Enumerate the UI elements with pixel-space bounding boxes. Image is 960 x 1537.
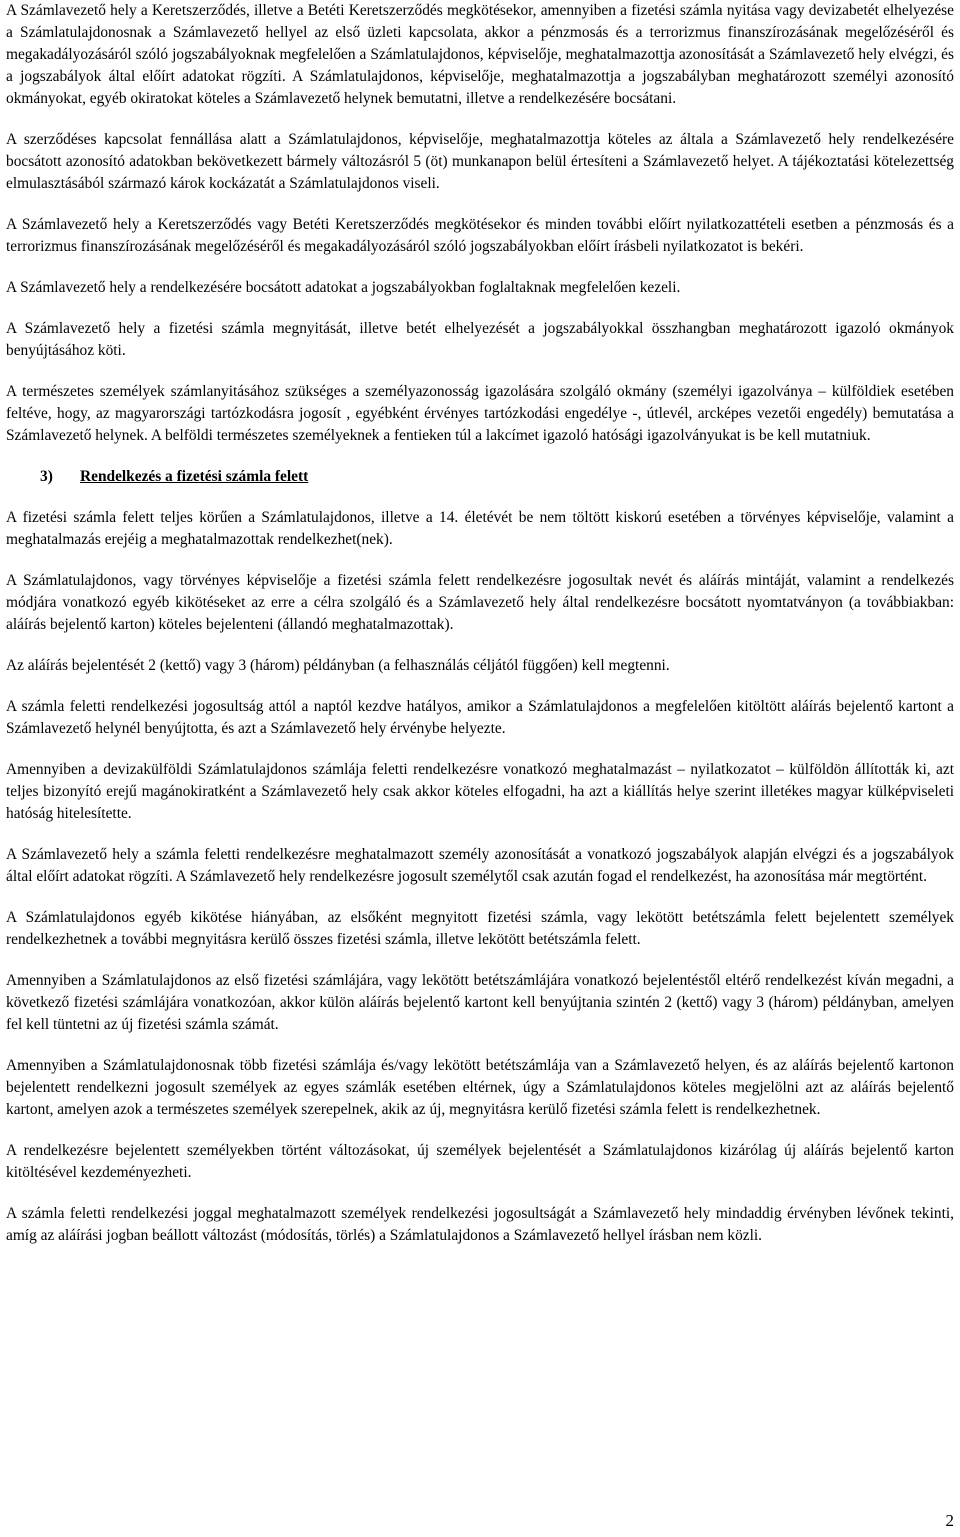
section-number: 3) bbox=[40, 468, 53, 485]
page-number: 2 bbox=[945, 1511, 954, 1530]
paragraph-multiple-accounts: Amennyiben a Számlatulajdonosnak több fizetési számlája és/vagy lekötött betétszámlája van a Számlavezető helyen, és az aláírás bejelentő kartonon bejelentett rendelkezni jogosult személyek az egyes számlák esetében eltérnek, úgy a Számlatulajdonos köteles megjelölni azt az aláírás bejelentő kartont, amelyen azok a természetes személyek szerepelnek, akik az új, megnyitásra kerülő fizetési számla felett is rendelkezhetnek. bbox=[6, 1057, 954, 1118]
paragraph-validity-until-notice: A számla feletti rendelkezési joggal meghatalmazott személyek rendelkezési jogosultságát a Számlavezető hely mindaddig érvényben lévőnek tekinti, amíg az aláírási jogban beállott változást (módosítás, törlés) a Számlatulajdonos a Számlavezető hellyel írásban nem közli. bbox=[6, 1205, 954, 1244]
document-page bbox=[6, 0, 954, 1537]
paragraph-authorized-person-identification: A Számlavezető hely a számla feletti rendelkezésre meghatalmazott személy azonosítását a vonatkozó jogszabályok alapján elvégzi és a jogszabályok által előírt adatokat rögzíti. A Számlavezető hely rendelkezésre jogosult személytől csak azután fogad el rendelkezést, ha azonosítása már megtörtént. bbox=[6, 846, 954, 885]
paragraph-foreign-authorization: Amennyiben a devizakülföldi Számlatulajdonos számlája feletti rendelkezésre vonatkozó meghatalmazást – nyilatkozatot – külföldön állították ki, azt teljes bizonyító erejű magánokiratként a Számlavezető hely csak akkor köteles elfogadni, ha azt a kiállítás helye szerint illetékes magyar külképviseleti hatóság hitelesítette. bbox=[6, 761, 954, 822]
paragraph-rights-effective-date: A számla feletti rendelkezési jogosultság attól a naptól kezdve hatályos, amikor a Számlatulajdonos a megfelelően kitöltött aláírás bejelentő kartont a Számlavezető helynél benyújtotta, és azt a Számlavezető hely érvénybe helyezte. bbox=[6, 698, 954, 737]
section-title: Rendelkezés a fizetési számla felett bbox=[80, 468, 309, 485]
paragraph-signature-copies: Az aláírás bejelentését 2 (kettő) vagy 3 (három) példányban (a felhasználás céljától függően) kell megtenni. bbox=[6, 657, 670, 674]
paragraph-data-change-notification: A szerződéses kapcsolat fennállása alatt a Számlatulajdonos, képviselője, meghatalmazottja köteles az általa a Számlavezető hely rendelkezésére bocsátott azonosító adatokban bekövetkezett bármely változásról 5 (öt) munkanapon belül értesíteni a Számlavezető helyet. A tájékoztatási kötelezettség elmulasztásából származó károk kockázatát a Számlatulajdonos viseli. bbox=[6, 131, 954, 192]
paragraph-account-opening-identification: A Számlavezető hely a Keretszerződés, illetve a Betéti Keretszerződés megkötésekor, amennyiben a fizetési számla nyitása vagy devizabetét elhelyezése a Számlatulajdonosnak a Számlavezető hellyel az első üzleti kapcsolata, akkor a pénzmosás és a terrorizmus finanszírozásának megelőzéséről és megakadályozásáról szóló jogszabályoknak megfelelően a Számlatulajdonos, képviselője, meghatalmazottja azonosítását a Számlavezető hely elvégzi, és a jogszabályok által előírt adatokat rögzíti. A Számlatulajdonos, képviselője, meghatalmazottja a jogszabályban meghatározott személyi azonosító okmányokat, egyéb okiratokat köteles a Számlavezető helynek bemutatni, illetve a rendelkezésére bocsátani. bbox=[6, 2, 954, 107]
paragraph-signature-card: A Számlatulajdonos, vagy törvényes képviselője a fizetési számla felett rendelkezésre jogosultak nevét és aláírás mintáját, valamint a rendelkezés módjára vonatkozó egyéb kikötéseket az erre a célra szolgáló és a Számlavezető hely által rendelkezésre bocsátott nyomtatványon (a továbbiakban: aláírás bejelentő karton) köteles bejelenteni (állandó meghatalmazottak). bbox=[6, 572, 954, 633]
paragraph-disposal-rights: A fizetési számla felett teljes körűen a Számlatulajdonos, illetve a 14. életévét be nem töltött kiskorú esetében a törvényes képviselője, valamint a meghatalmazás erejéig a meghatalmazottak rendelkezhet(nek). bbox=[6, 509, 954, 548]
paragraph-different-authorization: Amennyiben a Számlatulajdonos az első fizetési számlájára, vagy lekötött betétszámlájára vonatkozó bejelentéstől eltérő rendelkezést kíván megadni, a következő fizetési számlájára vonatkozóan, akkor külön aláírás bejelentő kartont kell benyújtania szintén 2 (kettő) vagy 3 (három) példányban, amelyen fel kell tüntetni az új fizetési számla számát. bbox=[6, 972, 954, 1033]
section-heading bbox=[40, 466, 954, 488]
paragraph-changes-new-card: A rendelkezésre bejelentett személyekben történt változásokat, új személyek bejelentését a Számlatulajdonos kizárólag új aláírás bejelentő karton kitöltésével kezdeményezheti. bbox=[6, 1142, 954, 1181]
paragraph-natural-persons-id: A természetes személyek számlanyitásához szükséges a személyazonosság igazolására szolgáló okmány (személyi igazolványa – külföldiek esetében feltéve, hogy, az magyarországi tartózkodásra jogosít , egyébként érvényes tartózkodási engedélye -, útlevél, arcképes vezetői engedély) bemutatása a Számlavezető helynek. A belföldi természetes személyeknek a fentieken túl a lakcímet igazoló hatósági igazolványukat is be kell mutatniuk. bbox=[6, 383, 954, 444]
paragraph-data-handling: A Számlavezető hely a rendelkezésére bocsátott adatokat a jogszabályokban foglaltaknak megfelelően kezeli. bbox=[6, 279, 681, 296]
paragraph-supporting-documents: A Számlavezető hely a fizetési számla megnyitását, illetve betét elhelyezését a jogszabályokkal összhangban meghatározott igazoló okmányok benyújtásához köti. bbox=[6, 320, 954, 359]
paragraph-default-authorization: A Számlatulajdonos egyéb kikötése hiányában, az elsőként megnyitott fizetési számla, vagy lekötött betétszámla felett bejelentett személyek rendelkezhetnek a további megnyitásra kerülő összes fizetési számla, illetve lekötött betétszámla felett. bbox=[6, 909, 954, 948]
paragraph-written-declaration: A Számlavezető hely a Keretszerződés vagy Betéti Keretszerződés megkötésekor és minden további előírt nyilatkozattételi esetben a pénzmosás és a terrorizmus finanszírozásának megelőzéséről és megakadályozásáról szóló jogszabályokban előírt írásbeli nyilatkozatot is bekéri. bbox=[6, 216, 954, 255]
